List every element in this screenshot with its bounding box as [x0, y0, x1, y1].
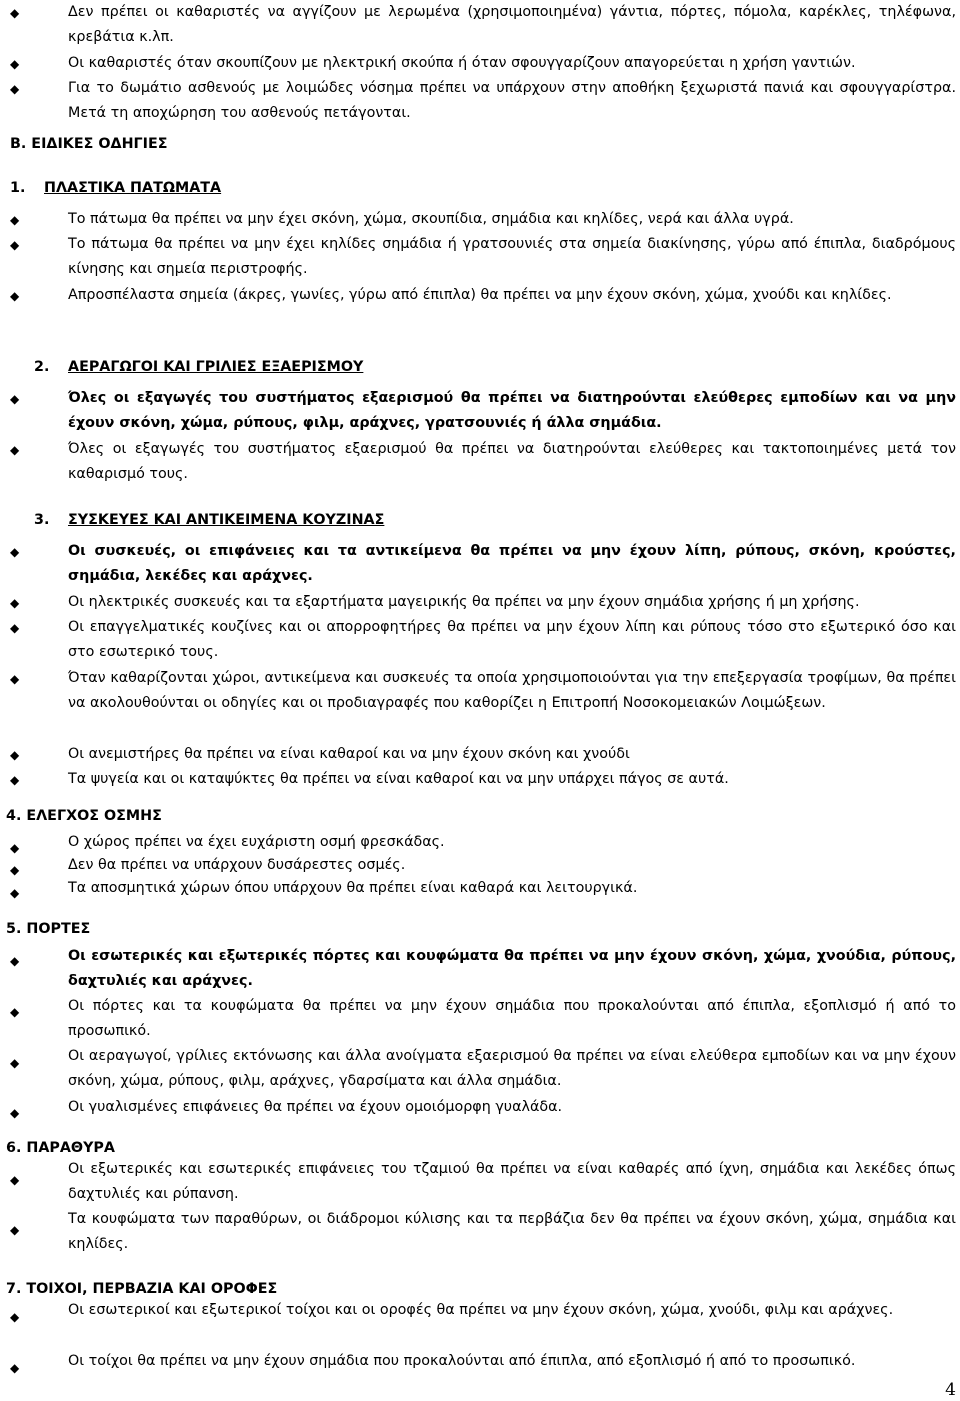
- bullet-diamond-icon: ◆: [10, 672, 20, 686]
- bullet-diamond-icon: ◆: [10, 596, 20, 610]
- list-item: Τα κουφώματα των παραθύρων, οι διάδρομοι κύλισης και τα περβάζια δεν θα πρέπει να έχουν σκόνη, χώμα, σημάδια και κηλίδες.: [68, 1211, 956, 1253]
- page-number: 4: [945, 1380, 956, 1400]
- bullet-diamond-icon: ◆: [10, 545, 20, 559]
- bullet-diamond-icon: ◆: [10, 1005, 20, 1019]
- list-item: Το πάτωμα θα πρέπει να μην έχει κηλίδες σημάδια ή γρατσουνιές στα σημεία διακίνησης, γύρω από έπιπλα, διαδρόμους κίνησης και σημεία περιστροφής.: [68, 236, 956, 278]
- section-heading-7: 7. ΤΟΙΧΟΙ, ΠΕΡΒΑΖΙΑ ΚΑΙ ΟΡΟΦΕΣ: [6, 1281, 278, 1297]
- bullet-diamond-icon: ◆: [10, 82, 20, 96]
- list-item: Τα ψυγεία και οι καταψύκτες θα πρέπει να είναι καθαροί και να μην υπάρχει πάγος σε αυτά.: [68, 771, 729, 787]
- bullet-diamond-icon: ◆: [10, 886, 20, 900]
- list-item: Για το δωμάτιο ασθενούς με λοιμώδες νόσημα πρέπει να υπάρχουν στην αποθήκη ξεχωριστά πανιά και σφουγγαρίστρα. Μετά τη αποχώρηση του ασθενούς πετάγονται.: [68, 80, 956, 122]
- list-item: Τα αποσμητικά χώρων όπου υπάρχουν θα πρέπει είναι καθαρά και λειτουργικά.: [68, 880, 638, 896]
- bullet-diamond-icon: ◆: [10, 954, 20, 968]
- bullet-diamond-icon: ◆: [10, 57, 20, 71]
- list-item: Οι εσωτερικοί και εξωτερικοί τοίχοι και οι οροφές θα πρέπει να μην έχουν σκόνη, χώμα, χνούδι, φιλμ και αράχνες.: [68, 1302, 894, 1318]
- section-title: Β. ΕΙΔΙΚΕΣ ΟΔΗΓΙΕΣ: [10, 136, 168, 152]
- list-item: Οι ηλεκτρικές συσκευές και τα εξαρτήματα μαγειρικής θα πρέπει να μην έχουν σημάδια χρήσης ή μη χρήσης.: [68, 594, 860, 610]
- list-item: Οι συσκευές, οι επιφάνειες και τα αντικείμενα θα πρέπει να μην έχουν λίπη, ρύπους, σκόνη, κρούστες, σημάδια, λεκέδες και αράχνες.: [68, 543, 956, 585]
- bullet-diamond-icon: ◆: [10, 443, 20, 457]
- list-item: Οι εσωτερικές και εξωτερικές πόρτες και κουφώματα θα πρέπει να μην έχουν σκόνη, χώμα, χνούδια, ρύπους, δαχτυλιές και αράχνες.: [68, 948, 956, 990]
- bullet-diamond-icon: ◆: [10, 1310, 20, 1324]
- list-item: Όλες οι εξαγωγές του συστήματος εξαερισμού θα πρέπει να διατηρούνται ελεύθερες εμποδίων και να μην έχουν σκόνη, χώμα, ρύπους, φιλμ, αράχνες, γρατσουνιές ή άλλα σημάδια.: [68, 390, 956, 432]
- bullet-diamond-icon: ◆: [10, 392, 20, 406]
- list-item: Δεν θα πρέπει να υπάρχουν δυσάρεστες οσμές.: [68, 857, 406, 873]
- list-item: Οι αεραγωγοί, γρίλιες εκτόνωσης και άλλα ανοίγματα εξαερισμού θα πρέπει να είναι ελεύθερα εμποδίων και να μην έχουν σκόνη, χώμα, ρύπους, φιλμ, αράχνες, γδαρσίματα και άλλα σημάδια.: [68, 1048, 956, 1090]
- section-number: 3.: [34, 512, 50, 528]
- list-item: Οι επαγγελματικές κουζίνες και οι απορροφητήρες θα πρέπει να μην έχουν λίπη και ρύπους τόσο στο εξωτερικό όσο και στο εσωτερικό τους.: [68, 619, 956, 661]
- bullet-diamond-icon: ◆: [10, 773, 20, 787]
- bullet-diamond-icon: ◆: [10, 1106, 20, 1120]
- list-item: Οι πόρτες και τα κουφώματα θα πρέπει να μην έχουν σημάδια που προκαλούνται από έπιπλα, εξοπλισμό ή από το προσωπικό.: [68, 998, 956, 1040]
- list-item: Το πάτωμα θα πρέπει να μην έχει σκόνη, χώμα, σκουπίδια, σημάδια και κηλίδες, νερά και άλλα υγρά.: [68, 211, 794, 227]
- list-item: Οι εξωτερικές και εσωτερικές επιφάνειες του τζαμιού θα πρέπει να είναι καθαρές από ίχνη, σημάδια και λεκέδες όπως δαχτυλιές και ρύπανση.: [68, 1161, 956, 1203]
- bullet-diamond-icon: ◆: [10, 841, 20, 855]
- list-item: Οι ανεμιστήρες θα πρέπει να είναι καθαροί και να μην έχουν σκόνη και χνούδι: [68, 746, 630, 762]
- list-item: Οι τοίχοι θα πρέπει να μην έχουν σημάδια που προκαλούνται από έπιπλα, από εξοπλισμό ή από το προσωπικό.: [68, 1353, 856, 1369]
- list-item: Όταν καθαρίζονται χώροι, αντικείμενα και συσκευές τα οποία χρησιμοποιούνται για την επεξεργασία τροφίμων, θα πρέπει να ακολουθούνται οι οδηγίες και οι προδιαγραφές που καθορίζει η Επιτροπή Νοσοκομειακών Λοιμώξεων.: [68, 670, 956, 712]
- section-heading-3: [34, 512, 384, 528]
- bullet-diamond-icon: ◆: [10, 1173, 20, 1187]
- list-item: Οι καθαριστές όταν σκουπίζουν με ηλεκτρική σκούπα ή όταν σφουγγαρίζουν απαγορεύεται η χρήση γαντιών.: [68, 55, 856, 71]
- section-heading-5: 5. ΠΟΡΤΕΣ: [6, 921, 91, 937]
- bullet-diamond-icon: ◆: [10, 1361, 20, 1375]
- list-item: Δεν πρέπει οι καθαριστές να αγγίζουν με λερωμένα (χρησιμοποιημένα) γάντια, πόρτες, πόμολα, καρέκλες, τηλέφωνα, κρεβάτια κ.λπ.: [68, 4, 956, 46]
- section-heading-6: 6. ΠΑΡΑΘΥΡΑ: [6, 1140, 115, 1156]
- bullet-diamond-icon: ◆: [10, 621, 20, 635]
- section-heading-2: [34, 359, 363, 375]
- list-item: Όλες οι εξαγωγές του συστήματος εξαερισμού θα πρέπει να διατηρούνται ελεύθερες και τακτοποιημένες μετά τον καθαρισμό τους.: [68, 441, 956, 483]
- list-item: Οι γυαλισμένες επιφάνειες θα πρέπει να έχουν ομοιόμορφη γυαλάδα.: [68, 1099, 563, 1115]
- section-heading-4: 4. ΕΛΕΓΧΟΣ ΟΣΜΗΣ: [6, 808, 162, 824]
- bullet-diamond-icon: ◆: [10, 238, 20, 252]
- section-number: 2.: [34, 359, 50, 375]
- bullet-diamond-icon: ◆: [10, 213, 20, 227]
- section-number: 1.: [10, 180, 26, 196]
- bullet-diamond-icon: ◆: [10, 863, 20, 877]
- bullet-diamond-icon: ◆: [10, 1223, 20, 1237]
- list-item: Απροσπέλαστα σημεία (άκρες, γωνίες, γύρω από έπιπλα) θα πρέπει να μην έχουν σκόνη, χώμα, χνούδι και κηλίδες.: [68, 287, 892, 303]
- section-heading-1: [10, 180, 221, 196]
- bullet-diamond-icon: ◆: [10, 6, 20, 20]
- bullet-diamond-icon: ◆: [10, 748, 20, 762]
- section-heading-text: ΠΛΑΣΤΙΚΑ ΠΑΤΩΜΑΤΑ: [44, 180, 222, 196]
- section-heading-text: ΑΕΡΑΓΩΓΟΙ ΚΑΙ ΓΡΙΛΙΕΣ ΕΞΑΕΡΙΣΜΟΥ: [68, 359, 364, 375]
- list-item: Ο χώρος πρέπει να έχει ευχάριστη οσμή φρεσκάδας.: [68, 834, 445, 850]
- section-heading-text: ΣΥΣΚΕΥΕΣ ΚΑΙ ΑΝΤΙΚΕΙΜΕΝΑ ΚΟΥΖΙΝΑΣ: [68, 512, 385, 528]
- bullet-diamond-icon: ◆: [10, 289, 20, 303]
- bullet-diamond-icon: ◆: [10, 1056, 20, 1070]
